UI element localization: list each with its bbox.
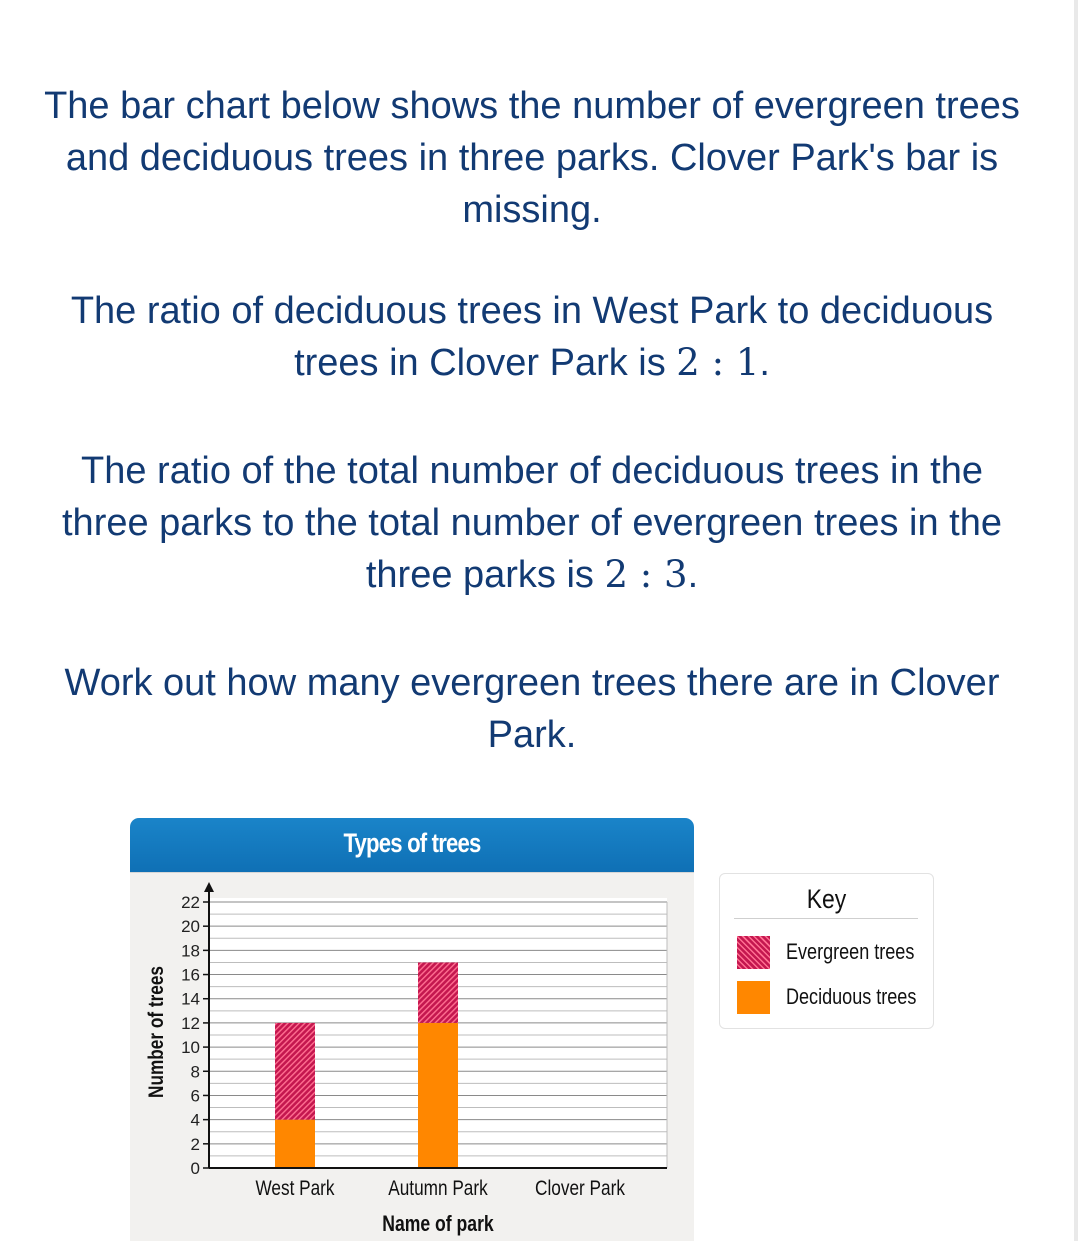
question-intro: The bar chart below shows the number of evergreen trees and deciduous trees in three parks. Clover Park's bar is missing. xyxy=(44,85,1020,231)
bar-chart xyxy=(130,818,694,1241)
y-tick-label-22: 22 xyxy=(181,893,200,912)
y-tick-label-18: 18 xyxy=(181,941,200,961)
y-tick-label-20: 20 xyxy=(181,917,200,937)
y-tick-label-14: 14 xyxy=(181,989,200,1009)
legend-label-evergreen: Evergreen trees xyxy=(786,939,915,964)
ratio-total-value: 2 : 3 xyxy=(604,553,688,596)
chart-plot xyxy=(130,818,694,1241)
y-tick-label-12: 12 xyxy=(181,1013,200,1033)
chart-legend xyxy=(719,873,934,1029)
y-tick-label-6: 6 xyxy=(190,1086,200,1106)
x-tick-label-west-park: West Park xyxy=(255,1177,335,1201)
y-tick-label-8: 8 xyxy=(190,1062,200,1082)
legend-title: Key xyxy=(806,884,847,914)
ratio-west-clover-text: The ratio of deciduous trees in West Park to deciduous trees in Clover Park is xyxy=(70,290,994,384)
page-edge xyxy=(1074,0,1078,1241)
x-tick-label-clover-park: Clover Park xyxy=(535,1177,625,1201)
x-axis-label: Name of park xyxy=(382,1212,494,1237)
y-axis-arrow xyxy=(204,882,214,892)
legend-label-deciduous: Deciduous trees xyxy=(786,984,917,1009)
evergreen-swatch xyxy=(737,936,770,969)
legend-divider xyxy=(734,918,918,919)
bar-deciduous-autumn-park xyxy=(418,1023,458,1168)
bar-evergreen-west-park xyxy=(275,1023,315,1120)
chart-title: Types of trees xyxy=(343,828,481,858)
x-tick-label-autumn-park: Autumn Park xyxy=(388,1177,488,1201)
y-tick-label-4: 4 xyxy=(190,1110,200,1130)
deciduous-swatch xyxy=(737,981,770,1014)
y-tick-label-0: 0 xyxy=(190,1159,200,1178)
y-tick-label-16: 16 xyxy=(181,965,200,985)
question-ratio-total: The ratio of the total number of deciduous trees in the three parks to the total number of evergreen trees in the three parks is 2 : 3. xyxy=(62,450,1002,596)
question-task: Work out how many evergreen trees there are in Clover Park. xyxy=(64,662,1000,756)
question-ratio-west-clover: The ratio of deciduous trees in West Park to deciduous trees in Clover Park is 2 : 1. xyxy=(70,290,994,384)
y-tick-label-2: 2 xyxy=(190,1134,200,1154)
ratio-total-text: The ratio of the total number of deciduous trees in the three parks to the total number of evergreen trees in the three parks is xyxy=(62,450,1002,596)
y-axis-label: Number of trees xyxy=(145,966,169,1098)
ratio-west-clover-value: 2 : 1 xyxy=(676,341,760,384)
y-tick-label-10: 10 xyxy=(181,1038,200,1058)
bar-evergreen-autumn-park xyxy=(418,962,458,1022)
bar-deciduous-west-park xyxy=(275,1120,315,1168)
